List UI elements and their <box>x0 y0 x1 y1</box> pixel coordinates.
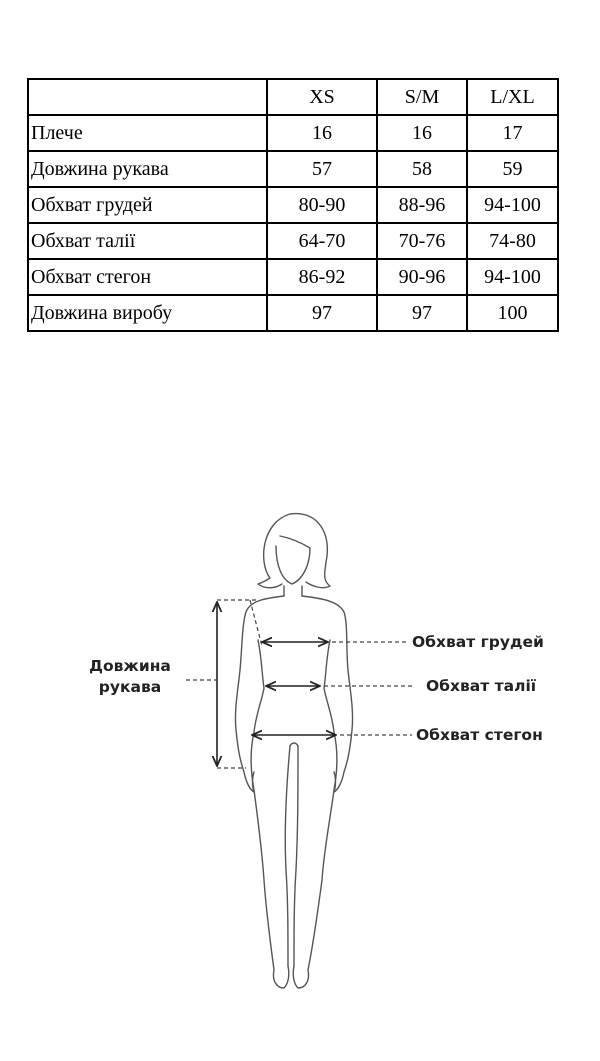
cell-value: 90-96 <box>377 259 467 295</box>
cell-value: 17 <box>467 115 558 151</box>
table-row <box>28 187 558 223</box>
cell-value: 97 <box>377 295 467 331</box>
header-empty-cell <box>28 79 267 115</box>
cell-value: 70-76 <box>377 223 467 259</box>
row-label: Обхват стегон <box>28 259 267 295</box>
cell-value: 80-90 <box>267 187 377 223</box>
row-label: Обхват талії <box>28 223 267 259</box>
header-size-lxl: L/XL <box>467 79 558 115</box>
row-label: Довжина рукава <box>28 151 267 187</box>
table-row <box>28 151 558 187</box>
chest-label: Обхват грудей <box>412 633 544 651</box>
row-label: Обхват грудей <box>28 187 267 223</box>
cell-value: 86-92 <box>267 259 377 295</box>
cell-value: 100 <box>467 295 558 331</box>
table-row <box>28 115 558 151</box>
table-row <box>28 295 558 331</box>
cell-value: 16 <box>267 115 377 151</box>
cell-value: 64-70 <box>267 223 377 259</box>
row-label: Плече <box>28 115 267 151</box>
header-size-xs: XS <box>267 79 377 115</box>
cell-value: 57 <box>267 151 377 187</box>
sleeve-length-label-line2: рукава <box>98 678 162 696</box>
table-row <box>28 259 558 295</box>
cell-value: 88-96 <box>377 187 467 223</box>
cell-value: 59 <box>467 151 558 187</box>
cell-value: 16 <box>377 115 467 151</box>
waist-label: Обхват талії <box>426 677 537 695</box>
cell-value: 74-80 <box>467 223 558 259</box>
cell-value: 94-100 <box>467 259 558 295</box>
female-figure-outline <box>235 514 352 988</box>
size-chart-table <box>27 78 559 332</box>
cell-value: 97 <box>267 295 377 331</box>
table-row <box>28 223 558 259</box>
hips-label: Обхват стегон <box>416 726 543 744</box>
sleeve-length-label-line1: Довжина <box>89 657 171 675</box>
header-size-sm: S/M <box>377 79 467 115</box>
cell-value: 58 <box>377 151 467 187</box>
cell-value: 94-100 <box>467 187 558 223</box>
sleeve-length-indicator <box>186 600 262 768</box>
row-label: Довжина виробу <box>28 295 267 331</box>
body-measurement-diagram <box>0 500 600 1000</box>
table-header-row <box>28 79 558 115</box>
